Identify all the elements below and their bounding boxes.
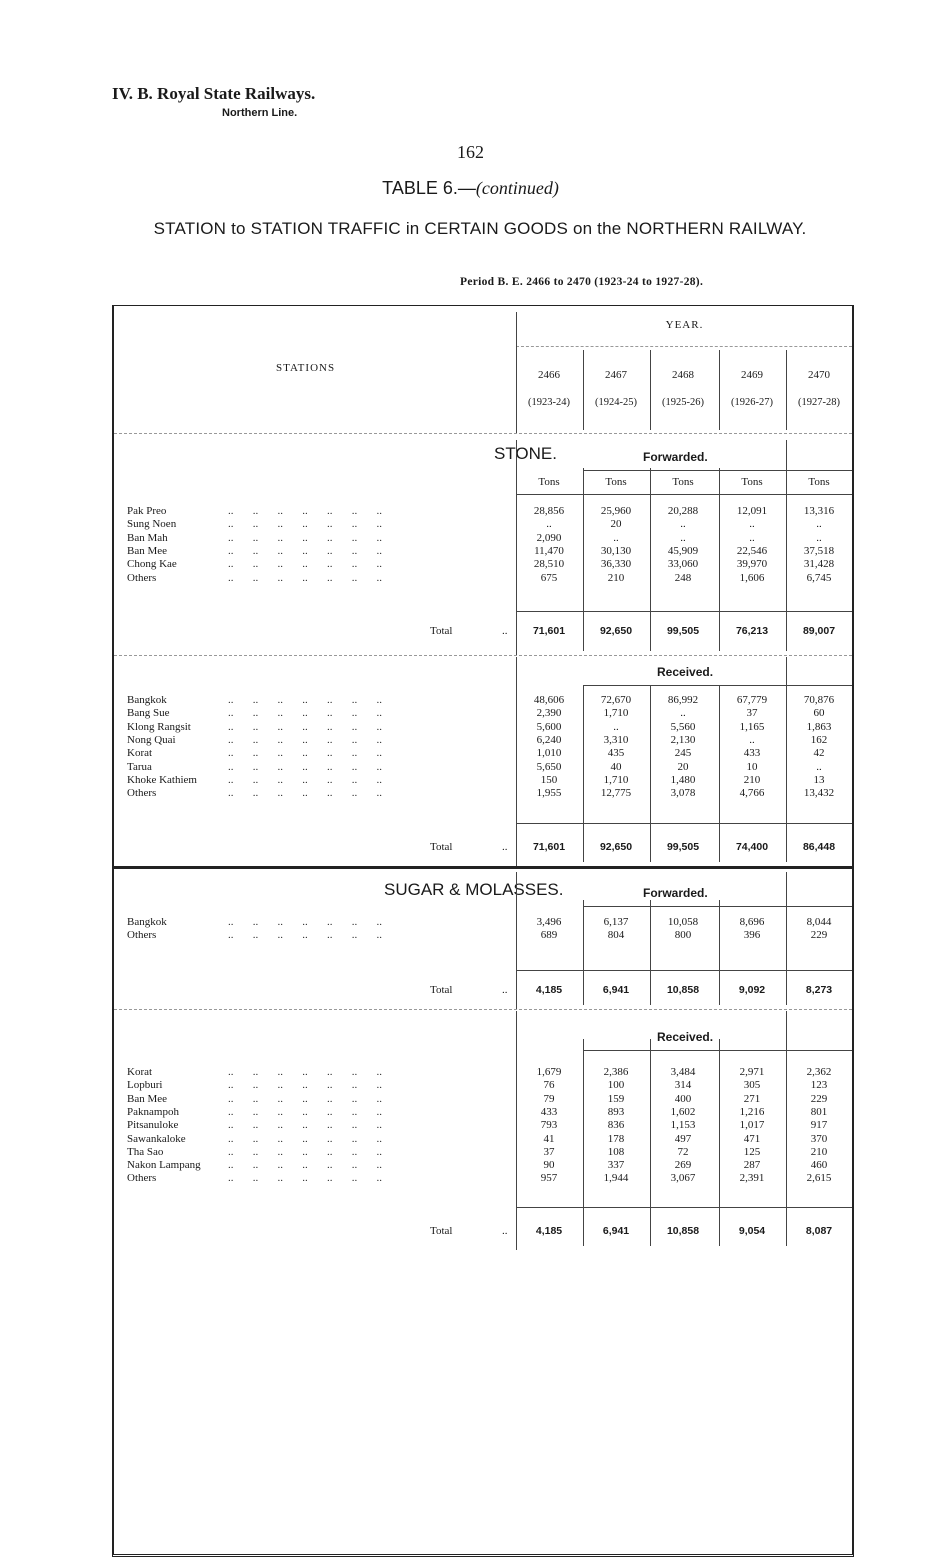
cell-value: 67,779 bbox=[736, 694, 768, 706]
total-value: 4,185 bbox=[535, 1225, 563, 1237]
column-rule bbox=[583, 350, 584, 430]
total-value: 6,941 bbox=[602, 1225, 630, 1237]
cell-value: 39,970 bbox=[736, 558, 768, 571]
year-column-ce: (1925-26) bbox=[662, 397, 704, 408]
cell-value: 162 bbox=[810, 733, 828, 746]
cell-value: 1,017 bbox=[739, 1119, 765, 1132]
cell-value: 229 bbox=[810, 1092, 828, 1105]
rule-line bbox=[516, 823, 852, 824]
station-name: Pak Preo bbox=[127, 505, 167, 517]
station-name: Chong Kae bbox=[127, 558, 177, 571]
unit-label: Tons bbox=[741, 476, 763, 488]
station-name: Bangkok bbox=[127, 916, 167, 928]
leader-dots: .. .. .. .. .. .. .. bbox=[228, 558, 382, 571]
year-column-be: 2466 bbox=[538, 369, 560, 381]
cell-value: 31,428 bbox=[803, 558, 835, 571]
column-rule bbox=[786, 1011, 787, 1039]
cell-value: 150 bbox=[540, 773, 558, 786]
rule-line bbox=[114, 433, 852, 434]
total-value: 71,601 bbox=[532, 841, 566, 853]
total-value: 8,087 bbox=[805, 1225, 833, 1237]
section-title: STONE. bbox=[494, 444, 557, 463]
station-name: Lopburi bbox=[127, 1079, 163, 1092]
cell-value: 178 bbox=[607, 1132, 625, 1145]
leader-dots: .. bbox=[502, 1225, 508, 1237]
cell-value: .. bbox=[613, 531, 619, 544]
station-name: Nong Quai bbox=[127, 733, 176, 746]
station-name: Nakon Lampang bbox=[127, 1159, 201, 1172]
station-name: Sawankaloke bbox=[127, 1132, 186, 1145]
main-title: STATION to STATION TRAFFIC in CERTAIN GOODS on the NORTHERN RAILWAY. bbox=[153, 219, 807, 238]
cell-value: 801 bbox=[810, 1105, 828, 1118]
total-value: 92,650 bbox=[599, 625, 633, 637]
unit-label: Tons bbox=[538, 476, 560, 488]
cell-value: 90 bbox=[543, 1159, 555, 1172]
cell-value: 123 bbox=[810, 1079, 828, 1092]
cell-value: 10,058 bbox=[667, 916, 699, 928]
cell-value: 2,362 bbox=[806, 1066, 832, 1078]
column-rule bbox=[786, 657, 787, 685]
cell-value: 396 bbox=[743, 929, 761, 942]
cell-value: 42 bbox=[813, 747, 825, 760]
rule-line bbox=[516, 611, 852, 612]
leader-dots: .. bbox=[502, 984, 508, 996]
leader-dots: .. .. .. .. .. .. .. bbox=[228, 1079, 382, 1092]
column-rule bbox=[786, 872, 787, 900]
leader-dots: .. .. .. .. .. .. .. bbox=[228, 760, 382, 773]
leader-dots: .. .. .. .. .. .. .. bbox=[228, 707, 382, 720]
cell-value: 229 bbox=[810, 929, 828, 942]
column-rule bbox=[516, 312, 517, 433]
cell-value: .. bbox=[749, 531, 755, 544]
station-name: Ban Mah bbox=[127, 531, 168, 544]
cell-value: 25,960 bbox=[600, 505, 632, 517]
leader-dots: .. .. .. .. .. .. .. bbox=[228, 531, 382, 544]
cell-value: 79 bbox=[543, 1092, 555, 1105]
station-name: Tarua bbox=[127, 760, 152, 773]
cell-value: 1,710 bbox=[603, 707, 629, 720]
cell-value: 1,944 bbox=[603, 1172, 629, 1185]
station-name: Others bbox=[127, 787, 157, 800]
station-name: Klong Rangsit bbox=[127, 720, 191, 733]
cell-value: 337 bbox=[607, 1159, 625, 1172]
rule-line bbox=[114, 1009, 852, 1010]
cell-value: 2,386 bbox=[603, 1066, 629, 1078]
cell-value: 40 bbox=[610, 760, 622, 773]
cell-value: .. bbox=[816, 518, 822, 531]
year-column-be: 2470 bbox=[808, 369, 830, 381]
station-name: Others bbox=[127, 1172, 157, 1185]
cell-value: 8,044 bbox=[806, 916, 832, 928]
cell-value: 287 bbox=[743, 1159, 761, 1172]
leader-dots: .. .. .. .. .. .. .. bbox=[228, 544, 382, 557]
station-name: Bangkok bbox=[127, 694, 167, 706]
cell-value: 20,288 bbox=[667, 505, 699, 517]
cell-value: 957 bbox=[540, 1172, 558, 1185]
cell-value: 1,863 bbox=[806, 720, 832, 733]
station-name: Others bbox=[127, 929, 157, 942]
cell-value: 4,766 bbox=[739, 787, 765, 800]
cell-value: 1,153 bbox=[670, 1119, 696, 1132]
total-value: 74,400 bbox=[735, 841, 769, 853]
rule-line bbox=[583, 685, 852, 686]
leader-dots: .. .. .. .. .. .. .. bbox=[228, 1066, 382, 1078]
cell-value: 28,510 bbox=[533, 558, 565, 571]
leader-dots: .. .. .. .. .. .. .. bbox=[228, 1159, 382, 1172]
column-rule bbox=[719, 350, 720, 430]
total-value: 9,092 bbox=[738, 984, 766, 996]
year-column-ce: (1924-25) bbox=[595, 397, 637, 408]
cell-value: .. bbox=[749, 733, 755, 746]
cell-value: 41 bbox=[543, 1132, 555, 1145]
cell-value: .. bbox=[680, 518, 686, 531]
total-value: 8,273 bbox=[805, 984, 833, 996]
cell-value: 3,078 bbox=[670, 787, 696, 800]
cell-value: 1,955 bbox=[536, 787, 562, 800]
cell-value: 125 bbox=[743, 1145, 761, 1158]
leader-dots: .. .. .. .. .. .. .. bbox=[228, 571, 382, 584]
cell-value: 20 bbox=[677, 760, 689, 773]
rule-line bbox=[516, 494, 852, 495]
forwarded-label: Forwarded. bbox=[643, 886, 708, 900]
year-column-be: 2469 bbox=[741, 369, 763, 381]
total-label: Total bbox=[430, 625, 453, 637]
cell-value: 5,650 bbox=[536, 760, 562, 773]
leader-dots: .. .. .. .. .. .. .. bbox=[228, 694, 382, 706]
unit-label: Tons bbox=[672, 476, 694, 488]
period-label: Period B. E. 2466 to 2470 (1923-24 to 1927-28). bbox=[460, 276, 704, 288]
leader-dots: .. .. .. .. .. .. .. bbox=[228, 787, 382, 800]
station-name: Paknampoh bbox=[127, 1105, 179, 1118]
total-value: 4,185 bbox=[535, 984, 563, 996]
cell-value: 836 bbox=[607, 1119, 625, 1132]
page-number: 162 bbox=[457, 142, 484, 162]
cell-value: 13 bbox=[813, 773, 825, 786]
cell-value: .. bbox=[680, 531, 686, 544]
leader-dots: .. .. .. .. .. .. .. bbox=[228, 747, 382, 760]
leader-dots: .. .. .. .. .. .. .. bbox=[228, 1172, 382, 1185]
cell-value: 8,696 bbox=[739, 916, 765, 928]
station-name: Ban Mee bbox=[127, 1092, 168, 1105]
cell-value: 1,165 bbox=[739, 720, 765, 733]
cell-value: 37 bbox=[746, 707, 758, 720]
table-continued: (continued) bbox=[475, 178, 559, 198]
total-value: 76,213 bbox=[735, 625, 769, 637]
cell-value: 159 bbox=[607, 1092, 625, 1105]
cell-value: 72 bbox=[677, 1145, 689, 1158]
received-label: Received. bbox=[657, 665, 714, 679]
total-value: 99,505 bbox=[666, 841, 700, 853]
rule-line bbox=[583, 470, 852, 471]
cell-value: 1,606 bbox=[739, 571, 765, 584]
cell-value: 271 bbox=[743, 1092, 761, 1105]
cell-value: 1,602 bbox=[670, 1105, 696, 1118]
station-name: Tha Sao bbox=[127, 1145, 164, 1158]
rule-line bbox=[583, 906, 852, 907]
section-title: SUGAR & MOLASSES. bbox=[384, 880, 564, 899]
cell-value: 370 bbox=[810, 1132, 828, 1145]
stations-label: STATIONS bbox=[276, 362, 336, 374]
leader-dots: .. .. .. .. .. .. .. bbox=[228, 720, 382, 733]
cell-value: 6,240 bbox=[536, 733, 562, 746]
cell-value: 689 bbox=[540, 929, 558, 942]
cell-value: 1,216 bbox=[739, 1105, 765, 1118]
cell-value: 5,560 bbox=[670, 720, 696, 733]
cell-value: 433 bbox=[540, 1105, 558, 1118]
cell-value: 917 bbox=[810, 1119, 828, 1132]
cell-value: 433 bbox=[743, 747, 761, 760]
cell-value: 3,310 bbox=[603, 733, 629, 746]
cell-value: 13,432 bbox=[803, 787, 835, 800]
cell-value: 1,679 bbox=[536, 1066, 562, 1078]
cell-value: 800 bbox=[674, 929, 692, 942]
total-value: 92,650 bbox=[599, 841, 633, 853]
total-value: 89,007 bbox=[802, 625, 836, 637]
rule-line bbox=[516, 1207, 852, 1208]
cell-value: 400 bbox=[674, 1092, 692, 1105]
cell-value: 675 bbox=[540, 571, 558, 584]
leader-dots: .. .. .. .. .. .. .. bbox=[228, 916, 382, 928]
cell-value: 435 bbox=[607, 747, 625, 760]
total-value: 99,505 bbox=[666, 625, 700, 637]
unit-label: Tons bbox=[808, 476, 830, 488]
cell-value: 20 bbox=[610, 518, 622, 531]
cell-value: 1,710 bbox=[603, 773, 629, 786]
cell-value: 76 bbox=[543, 1079, 555, 1092]
rule-line bbox=[583, 1050, 852, 1051]
cell-value: 6,137 bbox=[603, 916, 629, 928]
cell-value: 497 bbox=[674, 1132, 692, 1145]
leader-dots: .. .. .. .. .. .. .. bbox=[228, 1092, 382, 1105]
cell-value: 2,391 bbox=[739, 1172, 765, 1185]
rule-line bbox=[516, 970, 852, 971]
year-column-ce: (1926-27) bbox=[731, 397, 773, 408]
total-label: Total bbox=[430, 1225, 453, 1237]
cell-value: 11,470 bbox=[534, 544, 564, 557]
cell-value: 37,518 bbox=[803, 544, 835, 557]
cell-value: .. bbox=[816, 760, 822, 773]
cell-value: 2,971 bbox=[739, 1066, 765, 1078]
cell-value: 60 bbox=[813, 707, 825, 720]
cell-value: 86,992 bbox=[667, 694, 699, 706]
leader-dots: .. .. .. .. .. .. .. bbox=[228, 733, 382, 746]
cell-value: 108 bbox=[607, 1145, 625, 1158]
year-column-be: 2467 bbox=[605, 369, 627, 381]
leader-dots: .. bbox=[502, 625, 508, 637]
cell-value: 12,091 bbox=[736, 505, 768, 517]
leader-dots: .. .. .. .. .. .. .. bbox=[228, 929, 382, 942]
station-name: Pitsanuloke bbox=[127, 1119, 179, 1132]
cell-value: 36,330 bbox=[600, 558, 632, 571]
column-rule bbox=[786, 440, 787, 468]
cell-value: 100 bbox=[607, 1079, 625, 1092]
cell-value: 30,130 bbox=[600, 544, 632, 557]
station-name: Sung Noen bbox=[127, 518, 177, 531]
cell-value: 37 bbox=[543, 1145, 555, 1158]
station-name: Korat bbox=[127, 747, 153, 760]
total-value: 6,941 bbox=[602, 984, 630, 996]
page-subheading: Northern Line. bbox=[222, 107, 298, 119]
forwarded-label: Forwarded. bbox=[643, 450, 708, 464]
cell-value: .. bbox=[749, 518, 755, 531]
cell-value: 3,496 bbox=[536, 916, 562, 928]
section-divider bbox=[114, 866, 852, 869]
cell-value: 3,067 bbox=[670, 1172, 696, 1185]
cell-value: 2,615 bbox=[806, 1172, 832, 1185]
total-value: 10,858 bbox=[666, 1225, 700, 1237]
table-title bbox=[0, 178, 941, 199]
leader-dots: .. .. .. .. .. .. .. bbox=[228, 518, 382, 531]
cell-value: 5,600 bbox=[536, 720, 562, 733]
table-label: TABLE 6.— bbox=[382, 178, 476, 198]
cell-value: .. bbox=[546, 518, 552, 531]
cell-value: 210 bbox=[810, 1145, 828, 1158]
leader-dots: .. .. .. .. .. .. .. bbox=[228, 1105, 382, 1118]
cell-value: .. bbox=[680, 707, 686, 720]
year-column-ce: (1923-24) bbox=[528, 397, 570, 408]
cell-value: 13,316 bbox=[803, 505, 835, 517]
total-value: 9,054 bbox=[738, 1225, 766, 1237]
cell-value: 210 bbox=[743, 773, 761, 786]
cell-value: 2,090 bbox=[536, 531, 562, 544]
station-name: Others bbox=[127, 571, 157, 584]
received-label: Received. bbox=[657, 1030, 714, 1044]
cell-value: 28,856 bbox=[533, 505, 565, 517]
cell-value: 2,390 bbox=[536, 707, 562, 720]
unit-label: Tons bbox=[605, 476, 627, 488]
total-value: 71,601 bbox=[532, 625, 566, 637]
leader-dots: .. .. .. .. .. .. .. bbox=[228, 1119, 382, 1132]
total-value: 86,448 bbox=[802, 841, 836, 853]
leader-dots: .. bbox=[502, 841, 508, 853]
cell-value: .. bbox=[613, 720, 619, 733]
station-name: Korat bbox=[127, 1066, 153, 1078]
cell-value: 314 bbox=[674, 1079, 692, 1092]
cell-value: 210 bbox=[607, 571, 625, 584]
cell-value: 3,484 bbox=[670, 1066, 696, 1078]
cell-value: 1,010 bbox=[536, 747, 562, 760]
cell-value: 45,909 bbox=[667, 544, 699, 557]
station-name: Ban Mee bbox=[127, 544, 168, 557]
cell-value: 305 bbox=[743, 1079, 761, 1092]
cell-value: 72,670 bbox=[600, 694, 632, 706]
leader-dots: .. .. .. .. .. .. .. bbox=[228, 505, 382, 517]
cell-value: 245 bbox=[674, 747, 692, 760]
rule-line bbox=[114, 655, 852, 656]
column-rule bbox=[786, 350, 787, 430]
cell-value: 70,876 bbox=[803, 694, 835, 706]
cell-value: 893 bbox=[607, 1105, 625, 1118]
station-name: Khoke Kathiem bbox=[127, 773, 197, 786]
cell-value: 33,060 bbox=[667, 558, 699, 571]
page-heading: IV. B. Royal State Railways. bbox=[112, 84, 316, 103]
column-rule bbox=[650, 350, 651, 430]
cell-value: 6,745 bbox=[806, 571, 832, 584]
cell-value: 804 bbox=[607, 929, 625, 942]
cell-value: 269 bbox=[674, 1159, 692, 1172]
cell-value: 12,775 bbox=[600, 787, 632, 800]
cell-value: 1,480 bbox=[670, 773, 696, 786]
cell-value: 248 bbox=[674, 571, 692, 584]
cell-value: 793 bbox=[540, 1119, 558, 1132]
total-label: Total bbox=[430, 984, 453, 996]
year-label: YEAR. bbox=[665, 319, 704, 331]
year-column-be: 2468 bbox=[672, 369, 694, 381]
cell-value: 2,130 bbox=[670, 733, 696, 746]
cell-value: 10 bbox=[746, 760, 758, 773]
leader-dots: .. .. .. .. .. .. .. bbox=[228, 1145, 382, 1158]
leader-dots: .. .. .. .. .. .. .. bbox=[228, 773, 382, 786]
leader-dots: .. .. .. .. .. .. .. bbox=[228, 1132, 382, 1145]
cell-value: 22,546 bbox=[736, 544, 768, 557]
total-value: 10,858 bbox=[666, 984, 700, 996]
total-label: Total bbox=[430, 841, 453, 853]
year-column-ce: (1927-28) bbox=[798, 397, 840, 408]
cell-value: 471 bbox=[743, 1132, 761, 1145]
cell-value: .. bbox=[816, 531, 822, 544]
rule-line bbox=[516, 346, 852, 347]
cell-value: 48,606 bbox=[533, 694, 565, 706]
station-name: Bang Sue bbox=[127, 707, 170, 720]
cell-value: 460 bbox=[810, 1159, 828, 1172]
